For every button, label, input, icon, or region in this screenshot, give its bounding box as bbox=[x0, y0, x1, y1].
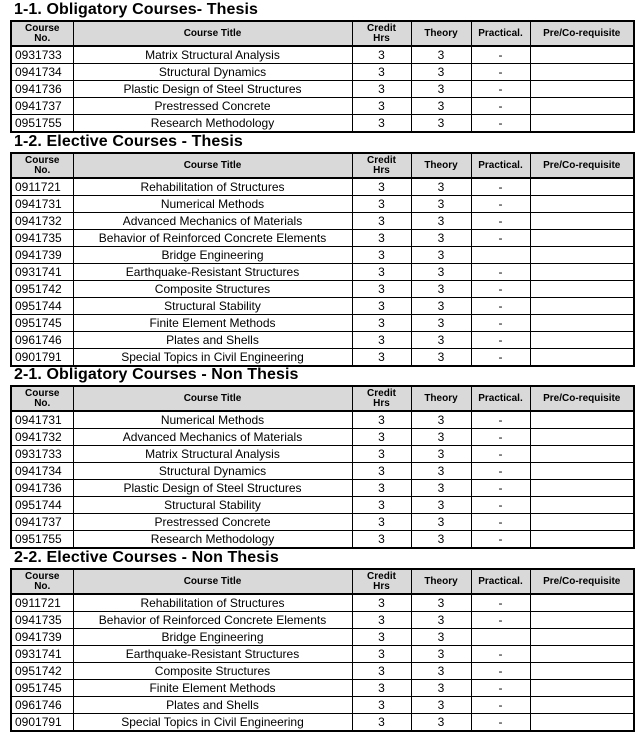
section-title: 2-1. Obligatory Courses - Non Thesis bbox=[14, 366, 299, 383]
practical-cell: - bbox=[471, 213, 530, 230]
credit-hrs-cell: 3 bbox=[352, 629, 411, 646]
credit-hrs-cell: 3 bbox=[352, 230, 411, 247]
course-title-cell: Structural Stability bbox=[73, 497, 352, 514]
prereq-cell bbox=[530, 429, 634, 446]
credit-hrs-cell: 3 bbox=[352, 264, 411, 281]
table-body bbox=[11, 46, 634, 132]
prereq-cell bbox=[530, 480, 634, 497]
course-title-cell: Rehabilitation of Structures bbox=[73, 178, 352, 196]
practical-cell: - bbox=[471, 612, 530, 629]
course-title-cell: Research Methodology bbox=[73, 531, 352, 549]
prereq-cell bbox=[530, 646, 634, 663]
practical-cell: - bbox=[471, 594, 530, 612]
table-row bbox=[11, 612, 634, 629]
practical-cell: - bbox=[471, 81, 530, 98]
header-course-no bbox=[11, 569, 73, 594]
header-credit-hrs bbox=[352, 569, 411, 594]
course-no-cell: 0951755 bbox=[11, 115, 73, 133]
credit-hrs-cell: 3 bbox=[352, 463, 411, 480]
table-row bbox=[11, 497, 634, 514]
credit-hrs-cell: 3 bbox=[352, 480, 411, 497]
table-row bbox=[11, 594, 634, 612]
course-no-cell: 0931733 bbox=[11, 446, 73, 463]
table-row bbox=[11, 98, 634, 115]
course-title-cell: Structural Dynamics bbox=[73, 64, 352, 81]
course-no-cell: 0941732 bbox=[11, 213, 73, 230]
practical-cell: - bbox=[471, 98, 530, 115]
header-credit-hrs bbox=[352, 386, 411, 411]
header-credit-line2: Hrs bbox=[373, 397, 390, 409]
credit-hrs-cell: 3 bbox=[352, 315, 411, 332]
theory-cell: 3 bbox=[411, 230, 471, 247]
table-row bbox=[11, 196, 634, 213]
course-no-cell: 0941739 bbox=[11, 629, 73, 646]
table-row bbox=[11, 480, 634, 497]
table-row bbox=[11, 680, 634, 697]
header-practical: Practical. bbox=[471, 153, 530, 178]
course-table bbox=[10, 152, 635, 367]
course-title-cell: Structural Stability bbox=[73, 298, 352, 315]
practical-cell: - bbox=[471, 264, 530, 281]
theory-cell: 3 bbox=[411, 349, 471, 367]
table-row bbox=[11, 463, 634, 480]
course-no-cell: 0941737 bbox=[11, 98, 73, 115]
theory-cell: 3 bbox=[411, 697, 471, 714]
course-no-cell: 0901791 bbox=[11, 349, 73, 367]
course-no-cell: 0951742 bbox=[11, 281, 73, 298]
course-title-cell: Plastic Design of Steel Structures bbox=[73, 480, 352, 497]
prereq-cell bbox=[530, 629, 634, 646]
credit-hrs-cell: 3 bbox=[352, 213, 411, 230]
prereq-cell bbox=[530, 411, 634, 429]
course-no-cell: 0941736 bbox=[11, 480, 73, 497]
course-title-cell: Plates and Shells bbox=[73, 332, 352, 349]
practical-cell: - bbox=[471, 463, 530, 480]
practical-cell bbox=[471, 629, 530, 646]
credit-hrs-cell: 3 bbox=[352, 714, 411, 732]
theory-cell: 3 bbox=[411, 411, 471, 429]
prereq-cell bbox=[530, 247, 634, 264]
theory-cell: 3 bbox=[411, 663, 471, 680]
table-row bbox=[11, 646, 634, 663]
course-no-cell: 0961746 bbox=[11, 697, 73, 714]
table-row bbox=[11, 213, 634, 230]
table-row bbox=[11, 411, 634, 429]
practical-cell: - bbox=[471, 315, 530, 332]
credit-hrs-cell: 3 bbox=[352, 612, 411, 629]
course-title-cell: Composite Structures bbox=[73, 281, 352, 298]
header-credit-line1: Credit bbox=[367, 22, 396, 34]
course-title-cell: Advanced Mechanics of Materials bbox=[73, 429, 352, 446]
prereq-cell bbox=[530, 315, 634, 332]
table-row bbox=[11, 429, 634, 446]
course-section-2 bbox=[10, 133, 634, 367]
credit-hrs-cell: 3 bbox=[352, 446, 411, 463]
prereq-cell bbox=[530, 298, 634, 315]
course-title-cell: Finite Element Methods bbox=[73, 315, 352, 332]
practical-cell: - bbox=[471, 349, 530, 367]
course-title-cell: Research Methodology bbox=[73, 115, 352, 133]
credit-hrs-cell: 3 bbox=[352, 281, 411, 298]
credit-hrs-cell: 3 bbox=[352, 646, 411, 663]
table-row bbox=[11, 264, 634, 281]
prereq-cell bbox=[530, 531, 634, 549]
header-practical: Practical. bbox=[471, 21, 530, 46]
course-no-cell: 0931741 bbox=[11, 264, 73, 281]
table-body bbox=[11, 178, 634, 366]
table-row bbox=[11, 230, 634, 247]
table-header-row bbox=[11, 569, 634, 594]
table-row bbox=[11, 514, 634, 531]
header-theory: Theory bbox=[411, 569, 471, 594]
theory-cell: 3 bbox=[411, 480, 471, 497]
practical-cell: - bbox=[471, 514, 530, 531]
practical-cell: - bbox=[471, 680, 530, 697]
course-no-cell: 0941734 bbox=[11, 64, 73, 81]
header-course-no-line2: No. bbox=[34, 397, 51, 409]
course-no-cell: 0941735 bbox=[11, 612, 73, 629]
course-no-cell: 0941732 bbox=[11, 429, 73, 446]
credit-hrs-cell: 3 bbox=[352, 663, 411, 680]
theory-cell: 3 bbox=[411, 196, 471, 213]
course-title-cell: Bridge Engineering bbox=[73, 629, 352, 646]
prereq-cell bbox=[530, 81, 634, 98]
practical-cell: - bbox=[471, 115, 530, 133]
theory-cell: 3 bbox=[411, 446, 471, 463]
header-course-no-line1: Course bbox=[25, 570, 60, 582]
header-practical: Practical. bbox=[471, 569, 530, 594]
course-title-cell: Composite Structures bbox=[73, 663, 352, 680]
course-table bbox=[10, 385, 635, 549]
course-title-cell: Rehabilitation of Structures bbox=[73, 594, 352, 612]
table-header-row bbox=[11, 153, 634, 178]
course-no-cell: 0931733 bbox=[11, 46, 73, 64]
practical-cell: - bbox=[471, 714, 530, 732]
header-prereq: Pre/Co-requisite bbox=[530, 153, 634, 178]
course-title-cell: Behavior of Reinforced Concrete Elements bbox=[73, 612, 352, 629]
prereq-cell bbox=[530, 115, 634, 133]
credit-hrs-cell: 3 bbox=[352, 697, 411, 714]
credit-hrs-cell: 3 bbox=[352, 115, 411, 133]
course-title-cell: Numerical Methods bbox=[73, 411, 352, 429]
header-course-no-line1: Course bbox=[25, 154, 60, 166]
course-title-cell: Prestressed Concrete bbox=[73, 514, 352, 531]
table-row bbox=[11, 531, 634, 549]
header-practical: Practical. bbox=[471, 386, 530, 411]
practical-cell: - bbox=[471, 663, 530, 680]
practical-cell: - bbox=[471, 281, 530, 298]
credit-hrs-cell: 3 bbox=[352, 332, 411, 349]
header-credit-line2: Hrs bbox=[373, 164, 390, 176]
prereq-cell bbox=[530, 98, 634, 115]
course-no-cell: 0961746 bbox=[11, 332, 73, 349]
table-body bbox=[11, 411, 634, 548]
practical-cell bbox=[471, 247, 530, 264]
course-no-cell: 0931741 bbox=[11, 646, 73, 663]
table-body bbox=[11, 594, 634, 731]
table-row bbox=[11, 281, 634, 298]
theory-cell: 3 bbox=[411, 497, 471, 514]
course-title-cell: Matrix Structural Analysis bbox=[73, 446, 352, 463]
prereq-cell bbox=[530, 663, 634, 680]
theory-cell: 3 bbox=[411, 646, 471, 663]
theory-cell: 3 bbox=[411, 429, 471, 446]
course-no-cell: 0951755 bbox=[11, 531, 73, 549]
header-credit-hrs bbox=[352, 21, 411, 46]
header-course-no-line2: No. bbox=[34, 164, 51, 176]
credit-hrs-cell: 3 bbox=[352, 46, 411, 64]
theory-cell: 3 bbox=[411, 531, 471, 549]
prereq-cell bbox=[530, 463, 634, 480]
practical-cell: - bbox=[471, 64, 530, 81]
credit-hrs-cell: 3 bbox=[352, 680, 411, 697]
course-title-cell: Special Topics in Civil Engineering bbox=[73, 349, 352, 367]
prereq-cell bbox=[530, 332, 634, 349]
course-title-cell: Special Topics in Civil Engineering bbox=[73, 714, 352, 732]
table-row bbox=[11, 64, 634, 81]
theory-cell: 3 bbox=[411, 213, 471, 230]
course-no-cell: 0951745 bbox=[11, 315, 73, 332]
prereq-cell bbox=[530, 196, 634, 213]
credit-hrs-cell: 3 bbox=[352, 349, 411, 367]
table-row bbox=[11, 663, 634, 680]
course-table bbox=[10, 568, 635, 732]
course-title-cell: Plates and Shells bbox=[73, 697, 352, 714]
course-title-cell: Behavior of Reinforced Concrete Elements bbox=[73, 230, 352, 247]
course-section-4 bbox=[10, 549, 634, 732]
table-header-row bbox=[11, 386, 634, 411]
course-no-cell: 0941739 bbox=[11, 247, 73, 264]
course-title-cell: Earthquake-Resistant Structures bbox=[73, 646, 352, 663]
theory-cell: 3 bbox=[411, 298, 471, 315]
header-prereq: Pre/Co-requisite bbox=[530, 569, 634, 594]
theory-cell: 3 bbox=[411, 64, 471, 81]
header-credit-hrs bbox=[352, 153, 411, 178]
credit-hrs-cell: 3 bbox=[352, 64, 411, 81]
course-no-cell: 0941737 bbox=[11, 514, 73, 531]
header-credit-line1: Credit bbox=[367, 387, 396, 399]
course-title-cell: Earthquake-Resistant Structures bbox=[73, 264, 352, 281]
table-row bbox=[11, 349, 634, 367]
prereq-cell bbox=[530, 594, 634, 612]
theory-cell: 3 bbox=[411, 81, 471, 98]
course-title-cell: Bridge Engineering bbox=[73, 247, 352, 264]
credit-hrs-cell: 3 bbox=[352, 98, 411, 115]
table-row bbox=[11, 115, 634, 133]
table-row bbox=[11, 298, 634, 315]
prereq-cell bbox=[530, 281, 634, 298]
header-credit-line2: Hrs bbox=[373, 32, 390, 44]
theory-cell: 3 bbox=[411, 612, 471, 629]
table-row bbox=[11, 247, 634, 264]
course-title-cell: Structural Dynamics bbox=[73, 463, 352, 480]
header-course-no-line1: Course bbox=[25, 22, 60, 34]
header-credit-line1: Credit bbox=[367, 154, 396, 166]
credit-hrs-cell: 3 bbox=[352, 411, 411, 429]
course-title-cell: Advanced Mechanics of Materials bbox=[73, 213, 352, 230]
credit-hrs-cell: 3 bbox=[352, 429, 411, 446]
table-row bbox=[11, 446, 634, 463]
section-title: 1-1. Obligatory Courses- Thesis bbox=[14, 1, 259, 18]
course-title-cell: Numerical Methods bbox=[73, 196, 352, 213]
prereq-cell bbox=[530, 697, 634, 714]
prereq-cell bbox=[530, 446, 634, 463]
table-row bbox=[11, 178, 634, 196]
table-row bbox=[11, 629, 634, 646]
header-prereq: Pre/Co-requisite bbox=[530, 386, 634, 411]
header-course-title: Course Title bbox=[73, 21, 352, 46]
header-theory: Theory bbox=[411, 153, 471, 178]
header-course-no bbox=[11, 153, 73, 178]
table-row bbox=[11, 714, 634, 732]
header-theory: Theory bbox=[411, 21, 471, 46]
header-prereq: Pre/Co-requisite bbox=[530, 21, 634, 46]
course-title-cell: Matrix Structural Analysis bbox=[73, 46, 352, 64]
course-no-cell: 0941735 bbox=[11, 230, 73, 247]
course-section-3 bbox=[10, 366, 634, 549]
table-row bbox=[11, 332, 634, 349]
theory-cell: 3 bbox=[411, 594, 471, 612]
header-course-title: Course Title bbox=[73, 569, 352, 594]
table-header-row bbox=[11, 21, 634, 46]
practical-cell: - bbox=[471, 646, 530, 663]
prereq-cell bbox=[530, 230, 634, 247]
course-no-cell: 0941731 bbox=[11, 196, 73, 213]
course-no-cell: 0911721 bbox=[11, 178, 73, 196]
theory-cell: 3 bbox=[411, 514, 471, 531]
theory-cell: 3 bbox=[411, 46, 471, 64]
theory-cell: 3 bbox=[411, 332, 471, 349]
prereq-cell bbox=[530, 349, 634, 367]
course-no-cell: 0911721 bbox=[11, 594, 73, 612]
practical-cell: - bbox=[471, 697, 530, 714]
practical-cell: - bbox=[471, 298, 530, 315]
practical-cell: - bbox=[471, 411, 530, 429]
practical-cell: - bbox=[471, 497, 530, 514]
header-course-no-line1: Course bbox=[25, 387, 60, 399]
course-title-cell: Prestressed Concrete bbox=[73, 98, 352, 115]
table-row bbox=[11, 315, 634, 332]
course-no-cell: 0941734 bbox=[11, 463, 73, 480]
table-row bbox=[11, 697, 634, 714]
prereq-cell bbox=[530, 264, 634, 281]
theory-cell: 3 bbox=[411, 264, 471, 281]
credit-hrs-cell: 3 bbox=[352, 531, 411, 549]
credit-hrs-cell: 3 bbox=[352, 81, 411, 98]
course-no-cell: 0941731 bbox=[11, 411, 73, 429]
course-table bbox=[10, 20, 635, 133]
course-no-cell: 0941736 bbox=[11, 81, 73, 98]
practical-cell: - bbox=[471, 480, 530, 497]
course-title-cell: Finite Element Methods bbox=[73, 680, 352, 697]
course-section-1 bbox=[10, 1, 634, 133]
practical-cell: - bbox=[471, 531, 530, 549]
prereq-cell bbox=[530, 514, 634, 531]
prereq-cell bbox=[530, 680, 634, 697]
prereq-cell bbox=[530, 497, 634, 514]
header-course-title: Course Title bbox=[73, 153, 352, 178]
theory-cell: 3 bbox=[411, 98, 471, 115]
theory-cell: 3 bbox=[411, 115, 471, 133]
table-row bbox=[11, 81, 634, 98]
table-row bbox=[11, 46, 634, 64]
credit-hrs-cell: 3 bbox=[352, 178, 411, 196]
credit-hrs-cell: 3 bbox=[352, 594, 411, 612]
theory-cell: 3 bbox=[411, 178, 471, 196]
theory-cell: 3 bbox=[411, 281, 471, 298]
course-no-cell: 0951744 bbox=[11, 497, 73, 514]
practical-cell: - bbox=[471, 332, 530, 349]
course-no-cell: 0951744 bbox=[11, 298, 73, 315]
theory-cell: 3 bbox=[411, 629, 471, 646]
credit-hrs-cell: 3 bbox=[352, 514, 411, 531]
header-course-no bbox=[11, 21, 73, 46]
practical-cell: - bbox=[471, 230, 530, 247]
prereq-cell bbox=[530, 612, 634, 629]
course-no-cell: 0951745 bbox=[11, 680, 73, 697]
credit-hrs-cell: 3 bbox=[352, 247, 411, 264]
course-no-cell: 0951742 bbox=[11, 663, 73, 680]
theory-cell: 3 bbox=[411, 714, 471, 732]
practical-cell: - bbox=[471, 446, 530, 463]
theory-cell: 3 bbox=[411, 463, 471, 480]
course-no-cell: 0901791 bbox=[11, 714, 73, 732]
credit-hrs-cell: 3 bbox=[352, 196, 411, 213]
practical-cell: - bbox=[471, 178, 530, 196]
prereq-cell bbox=[530, 178, 634, 196]
header-course-title: Course Title bbox=[73, 386, 352, 411]
prereq-cell bbox=[530, 714, 634, 732]
prereq-cell bbox=[530, 64, 634, 81]
practical-cell: - bbox=[471, 429, 530, 446]
practical-cell: - bbox=[471, 46, 530, 64]
header-credit-line2: Hrs bbox=[373, 580, 390, 592]
prereq-cell bbox=[530, 213, 634, 230]
credit-hrs-cell: 3 bbox=[352, 497, 411, 514]
header-credit-line1: Credit bbox=[367, 570, 396, 582]
prereq-cell bbox=[530, 46, 634, 64]
header-course-no-line2: No. bbox=[34, 32, 51, 44]
header-course-no-line2: No. bbox=[34, 580, 51, 592]
header-theory: Theory bbox=[411, 386, 471, 411]
section-title: 2-2. Elective Courses - Non Thesis bbox=[14, 549, 279, 566]
course-title-cell: Plastic Design of Steel Structures bbox=[73, 81, 352, 98]
theory-cell: 3 bbox=[411, 247, 471, 264]
theory-cell: 3 bbox=[411, 680, 471, 697]
theory-cell: 3 bbox=[411, 315, 471, 332]
header-course-no bbox=[11, 386, 73, 411]
practical-cell: - bbox=[471, 196, 530, 213]
credit-hrs-cell: 3 bbox=[352, 298, 411, 315]
section-title: 1-2. Elective Courses - Thesis bbox=[14, 133, 243, 150]
